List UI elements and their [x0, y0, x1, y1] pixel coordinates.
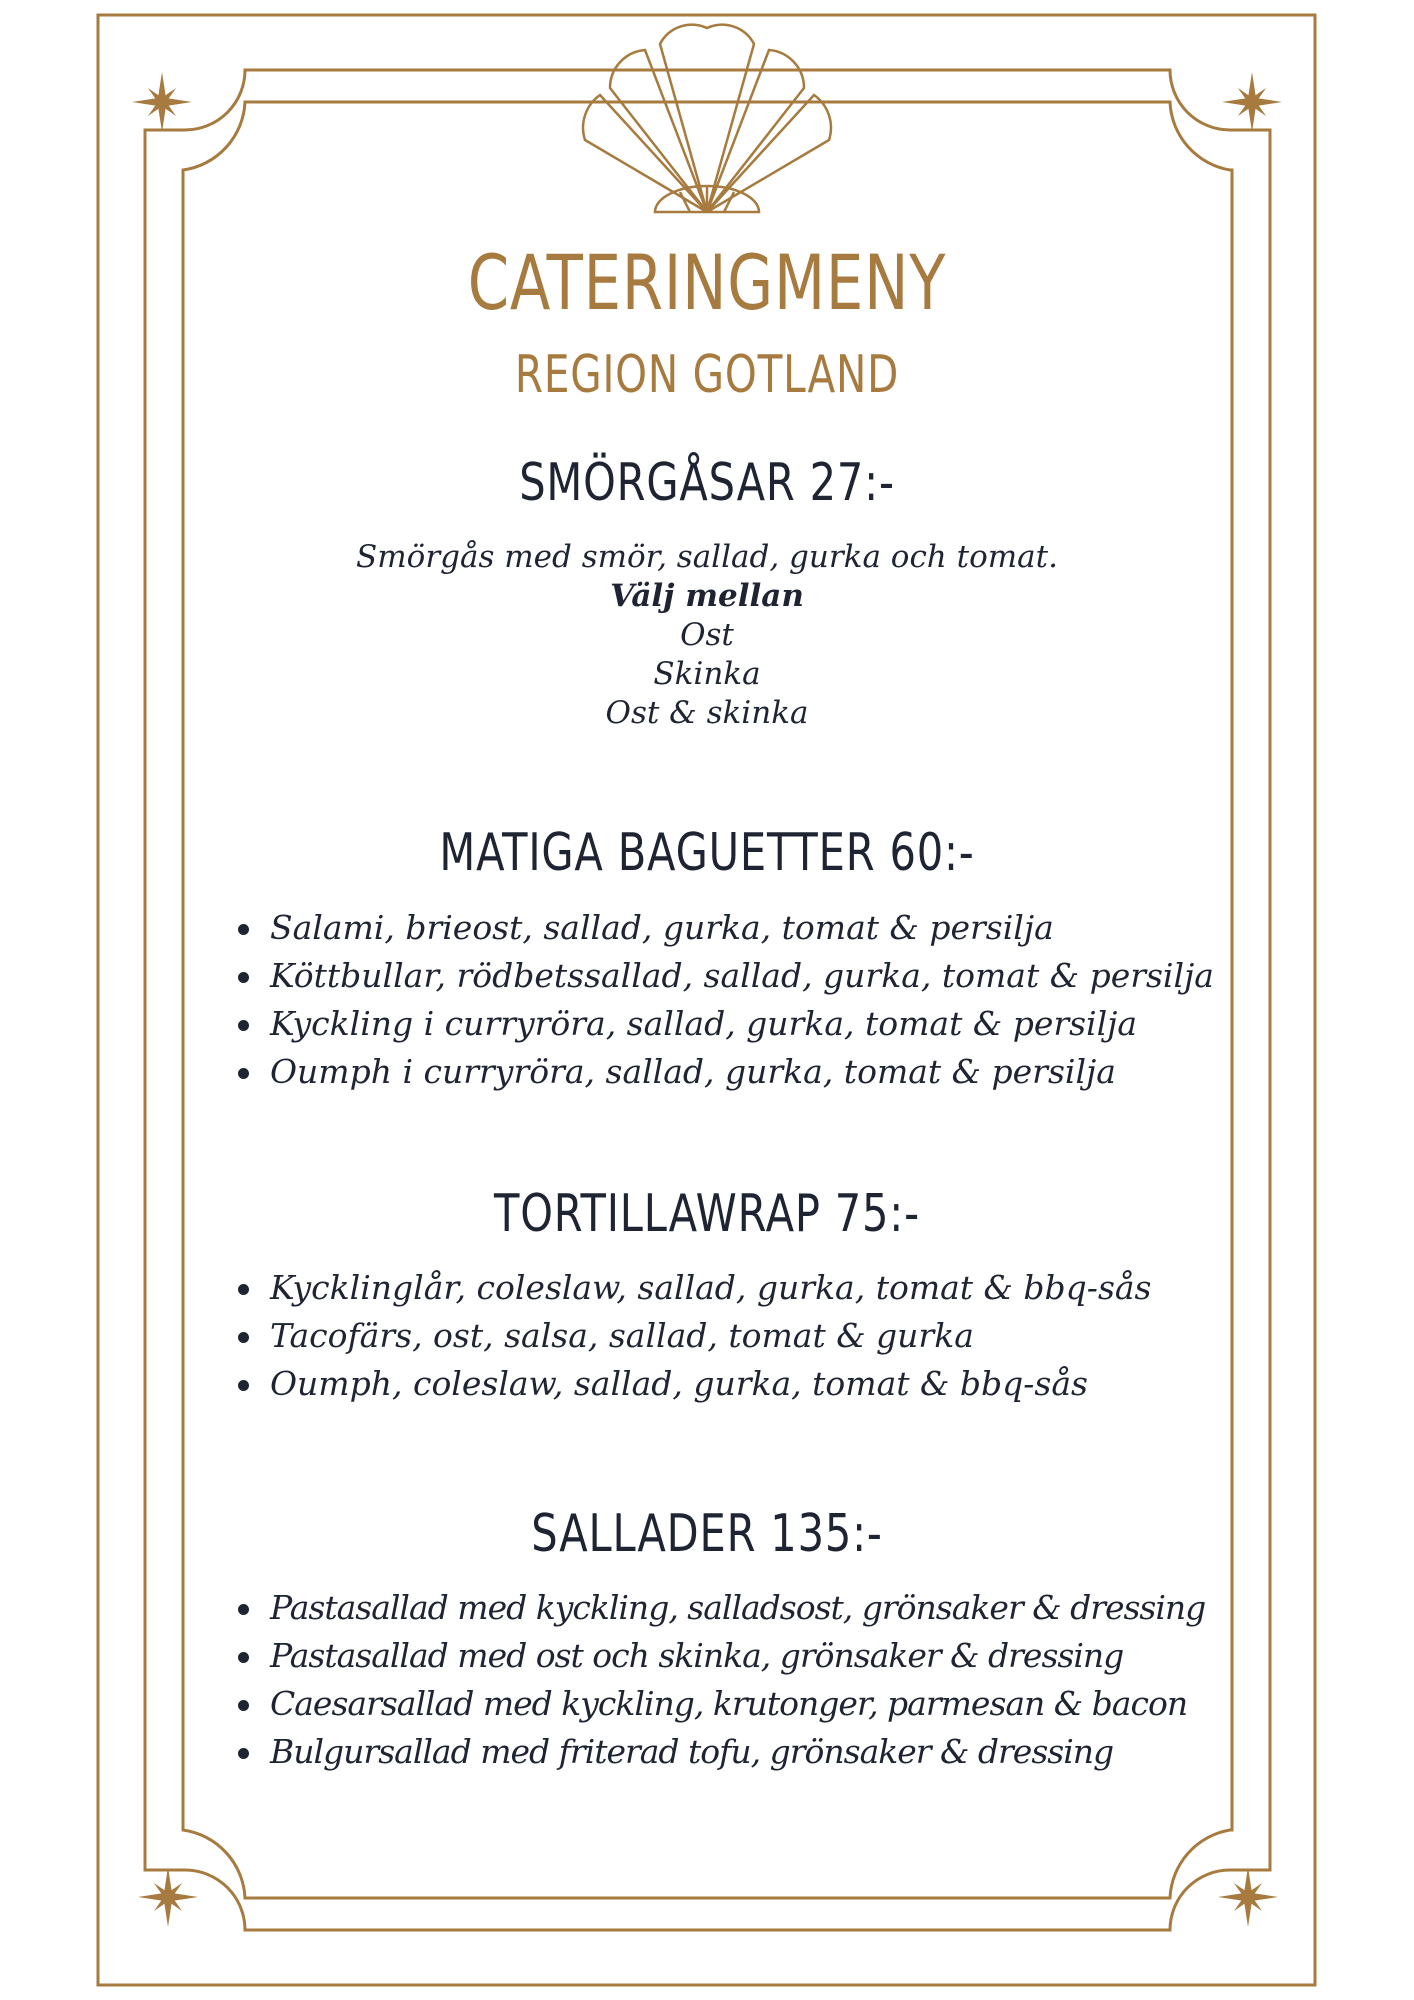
- list-item: Bulgursallad med friterad tofu, grönsaker & dressing: [270, 1728, 1270, 1776]
- option-item: Ost: [680, 617, 734, 653]
- shell-fan-ornament: [583, 25, 831, 212]
- sallader-list: [270, 1584, 1270, 1776]
- tortillawrap-list: [270, 1264, 1270, 1408]
- list-item: Köttbullar, rödbetssallad, sallad, gurka, tomat & persilja: [270, 952, 1270, 1000]
- list-item: Kycklinglår, coleslaw, sallad, gurka, tomat & bbq-sås: [270, 1264, 1270, 1312]
- baguetter-list: [270, 904, 1270, 1096]
- list-item: Oumph, coleslaw, sallad, gurka, tomat & bbq-sås: [270, 1360, 1270, 1408]
- choose-label: Välj mellan: [610, 578, 804, 614]
- list-item: Pastasallad med ost och skinka, grönsaker & dressing: [270, 1632, 1270, 1680]
- smorgasar-description: Smörgås med smör, sallad, gurka och tomat.: [356, 539, 1058, 575]
- option-item: Skinka: [653, 656, 761, 692]
- section-heading-sallader: SALLADER 135:-: [531, 1504, 883, 1564]
- page-title: CATERINGMENY: [467, 238, 947, 327]
- list-item: Salami, brieost, sallad, gurka, tomat & persilja: [270, 904, 1270, 952]
- list-item: Pastasallad med kyckling, salladsost, grönsaker & dressing: [270, 1584, 1270, 1632]
- page-subtitle: REGION GOTLAND: [514, 345, 900, 405]
- list-item: Oumph i curryröra, sallad, gurka, tomat & persilja: [270, 1048, 1270, 1096]
- list-item: Kyckling i curryröra, sallad, gurka, tomat & persilja: [270, 1000, 1270, 1048]
- option-item: Ost & skinka: [605, 695, 809, 731]
- section-heading-baguetter: MATIGA BAGUETTER 60:-: [439, 823, 975, 883]
- section-heading-tortillawrap: TORTILLAWRAP 75:-: [494, 1184, 920, 1244]
- smorgasar-description-block: [0, 538, 1414, 733]
- list-item: Tacofärs, ost, salsa, sallad, tomat & gurka: [270, 1312, 1270, 1360]
- section-heading-smorgasar: SMÖRGÅSAR 27:-: [519, 453, 895, 513]
- list-item: Caesarsallad med kyckling, krutonger, parmesan & bacon: [270, 1680, 1270, 1728]
